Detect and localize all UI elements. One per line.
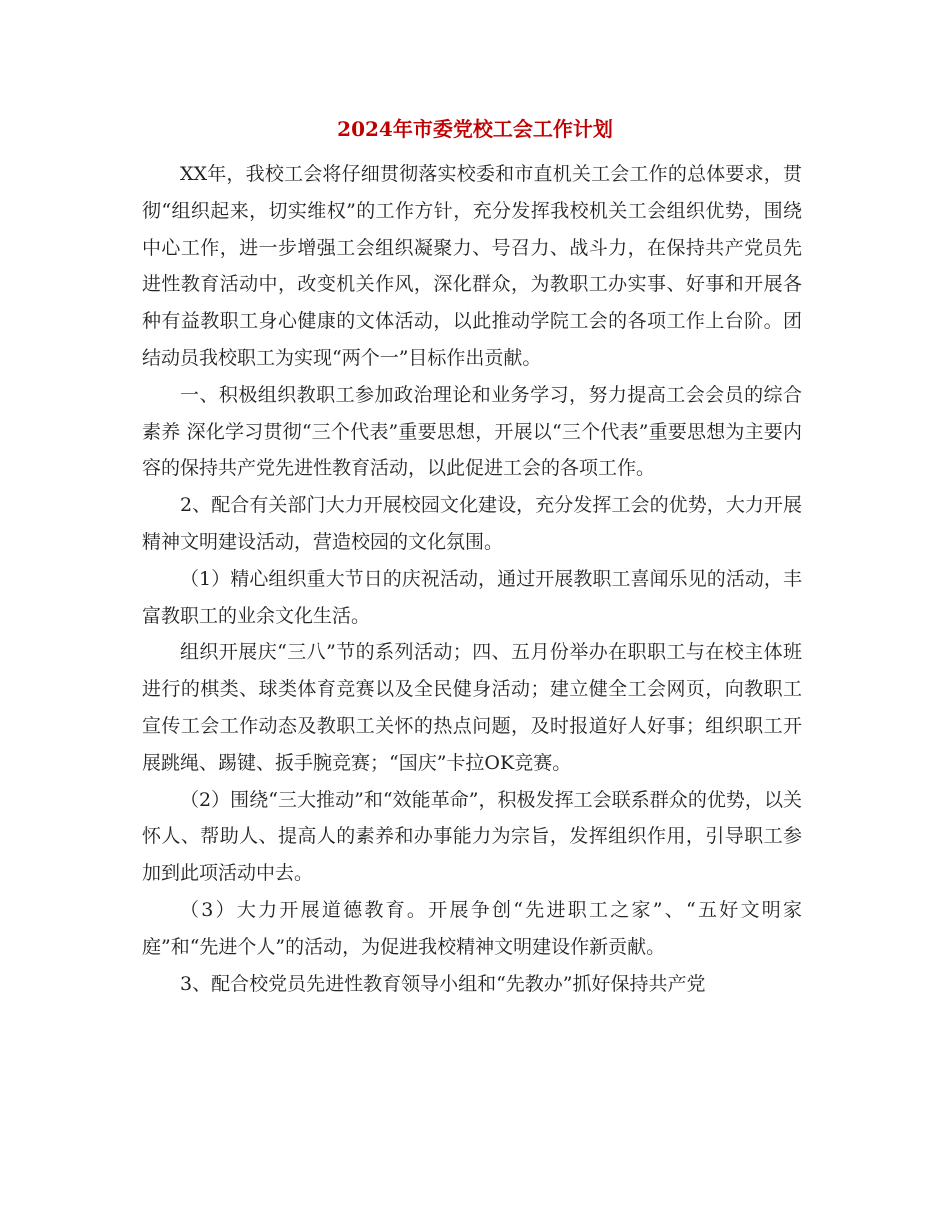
paragraph-section-1: 一、积极组织教职工参加政治理论和业务学习，努力提高工会会员的综合素养 深化学习贯彻“三个代表”重要思想，开展以“三个代表”重要思想为主要内容的保持共产党先进性教育活动，以此促进工会的各项工作。 [142, 383, 802, 480]
paragraph-section-3: 3、配合校党员先进性教育领导小组和“先教办”抓好保持共产党 [180, 972, 706, 995]
paragraph-activities: 组织开展庆“三八”节的系列活动；四、五月份举办在职职工与在校主体班进行的棋类、球类体育竞赛以及全民健身活动；建立健全工会网页，向教职工宣传工会工作动态及教职工关怀的热点问题，及时报道好人好事；组织职工开展跳绳、踢键、扳手腕竞赛；“国庆”卡拉OK竞赛。 [142, 641, 802, 774]
paragraph-item-2: （2）围绕“三大推动”和“效能革命”，积极发挥工会联系群众的优势，以关怀人、帮助人、提高人的素养和办事能力为宗旨，发挥组织作用，引导职工参加到此项活动中去。 [142, 788, 802, 885]
paragraph-item-1: （1）精心组织重大节日的庆祝活动，通过开展教职工喜闻乐见的活动，丰富教职工的业余文化生活。 [142, 567, 802, 627]
paragraph-intro: XX年，我校工会将仔细贯彻落实校委和市直机关工会工作的总体要求，贯彻“组织起来，切实维权”的工作方针，充分发挥我校机关工会组织优势，围绕中心工作，进一步增强工会组织凝聚力、号召力、战斗力，在保持共产党员先进性教育活动中，改变机关作风，深化群众，为教职工办实事、好事和开展各种有益教职工身心健康的文体活动，以此推动学院工会的各项工作上台阶。团结动员我校职工为实现“两个一”目标作出贡献。 [142, 163, 802, 369]
paragraph-item-3: （3）大力开展道德教育。开展争创“先进职工之家”、“五好文明家庭”和“先进个人”的活动，为促进我校精神文明建设作新贡献。 [142, 898, 802, 958]
paragraph-section-2: 2、配合有关部门大力开展校园文化建设，充分发挥工会的优势，大力开展精神文明建设活动，营造校园的文化氛围。 [142, 494, 802, 553]
document-body [142, 156, 802, 1002]
document-title: 2024年市委党校工会工作计划 [337, 117, 613, 141]
